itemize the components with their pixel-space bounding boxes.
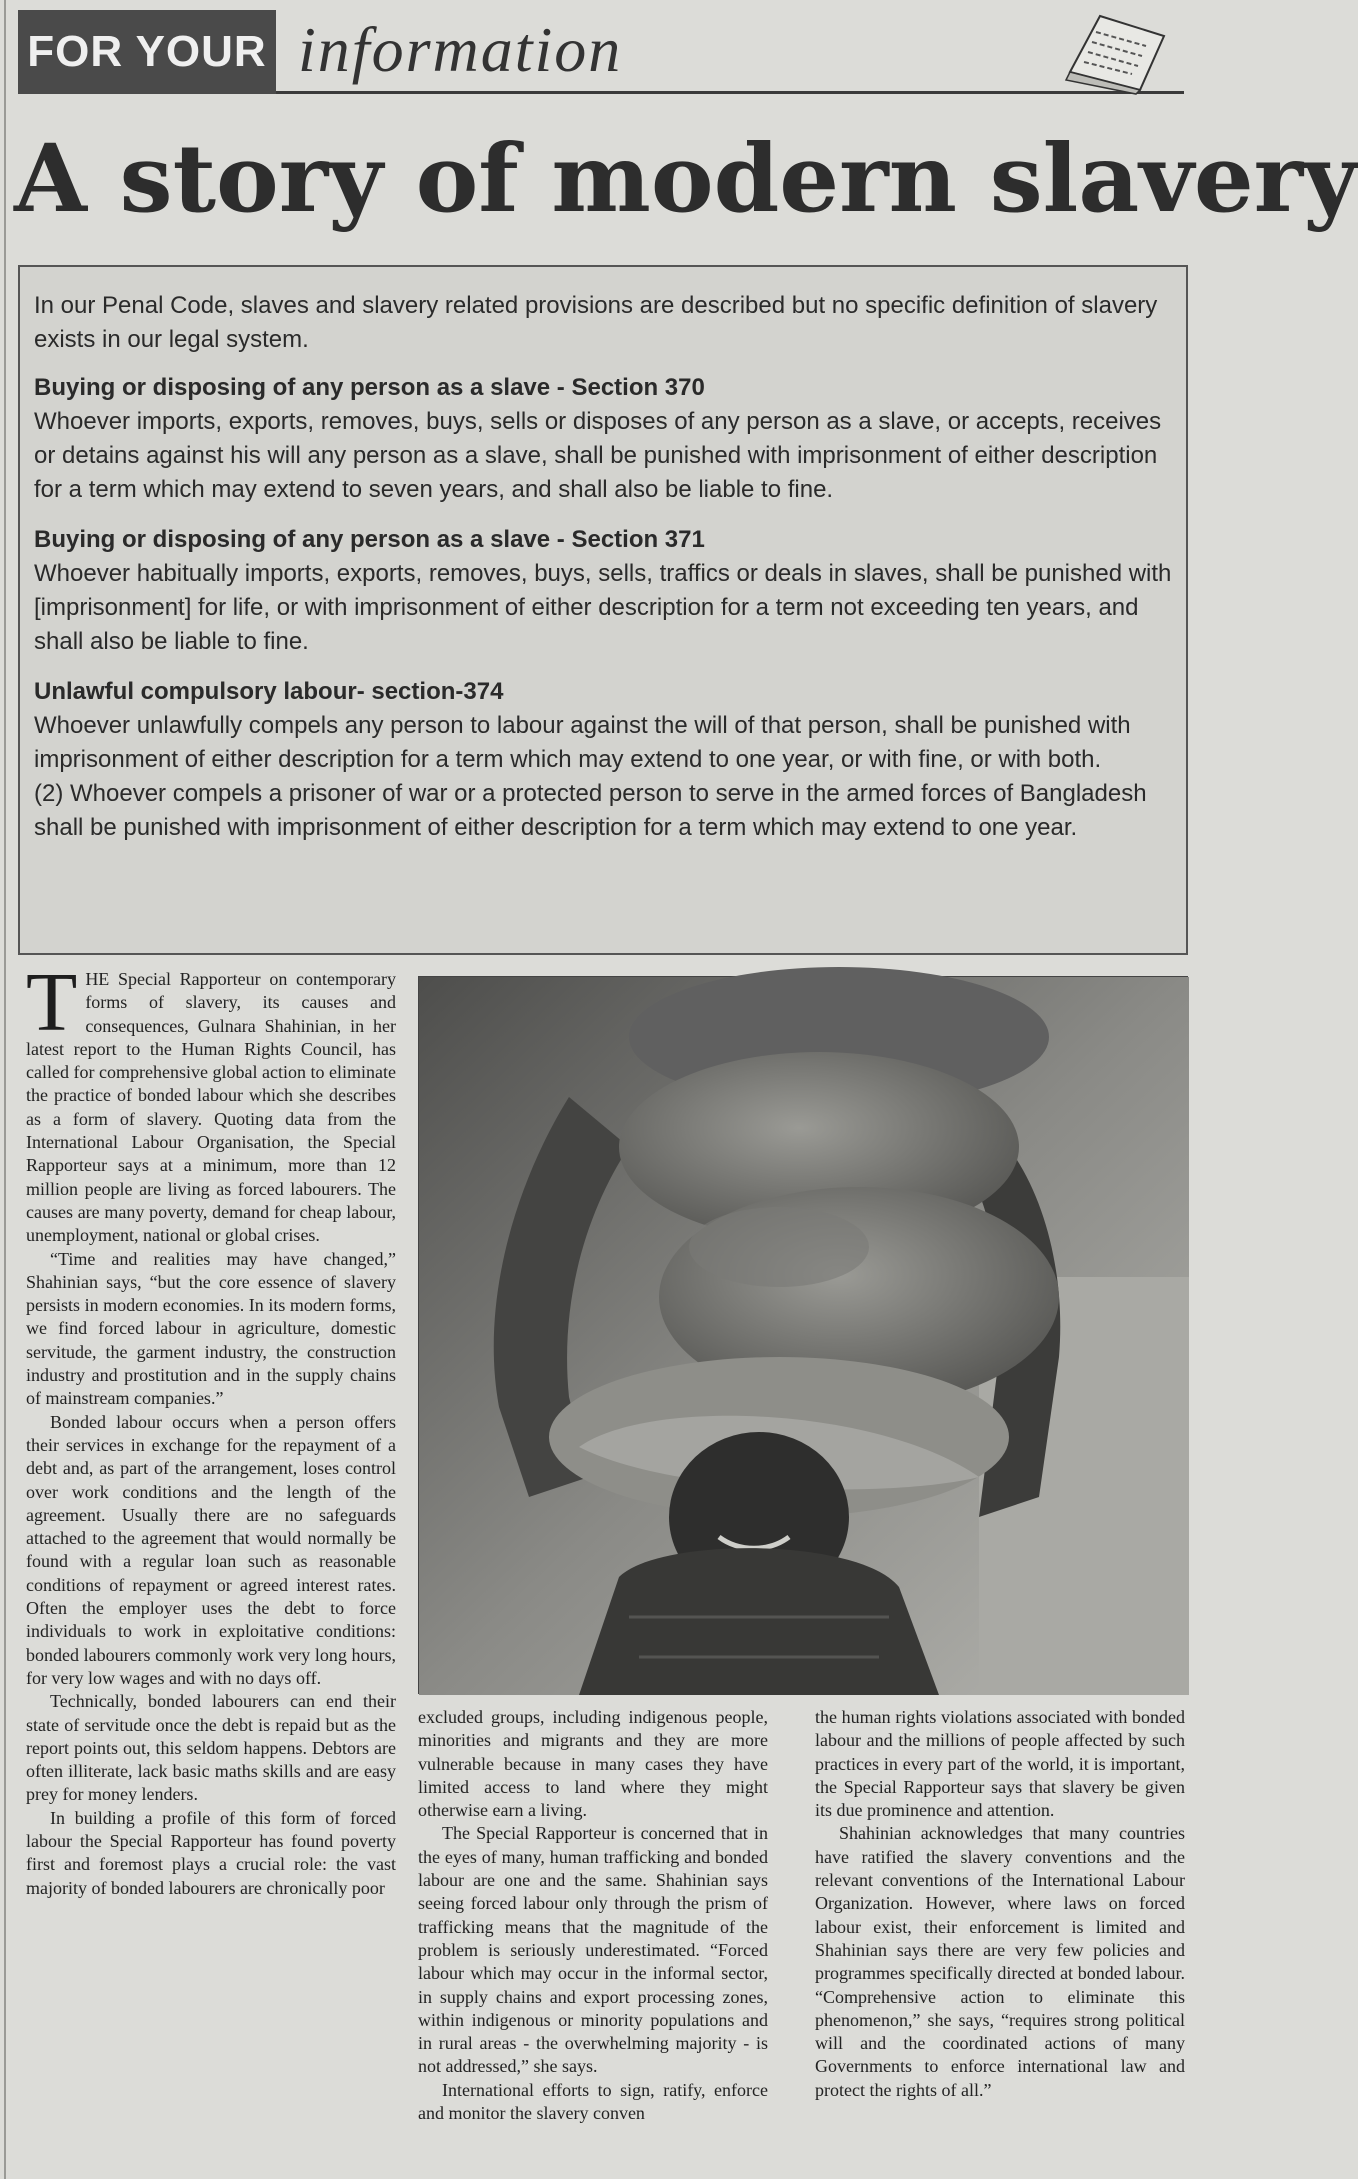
section-text: Whoever imports, exports, removes, buys, sells or disposes of any person as a slave, or accepts, receives or detains against his will any person as a slave, shall be punished with imprisonment of either description for a term which may extend to seven years, and shall also be liable to fine. [34,408,1162,503]
article-paragraph: In building a profile of this form of forced labour the Special Rapporteur has found poverty first and foremost plays a crucial role: the vast majority of bonded labourers are chronically poor [26,1807,396,1898]
article-paragraph: Shahinian acknowledges that many countries have ratified the slavery conventions and the relevant conventions of the International Labour Organization. However, where laws on forced labour exist, their enforcement is limited and Shahinian says there are very few policies and programmes specifically directed at bonded labour. “Comprehensive action to eliminate this phenomenon,” she says, “requires strong political will and the coordinated actions of many Governments to enforce international law and protect the rights of all.” [815,1823,1185,2100]
article-column-3 [815,1706,1185,2179]
article-paragraph: International efforts to sign, ratify, enforce and monitor the slavery conven [418,2079,768,2124]
section-title: Buying or disposing of any person as a slave - Section 370 [34,374,705,401]
article-paragraph: excluded groups, including indigenous people, minorities and migrants and they are more vulnerable because in many cases they have limited access to land where they might otherwise earn a living. [418,1707,768,1821]
section-title: Unlawful compulsory labour- section-374 [34,678,504,705]
section-370 [34,371,1172,507]
section-text: Whoever unlawfully compels any person to labour against the will of that person, shall be punished with imprisonment of either description for a term which may extend to one year, or with fine, or with both. [34,712,1131,773]
article-paragraph: The Special Rapporteur is concerned that in the eyes of many, human trafficking and bonded labour are one and the same. Shahinian says seeing forced labour only through the prism of trafficking means that the magnitude of the problem is seriously underestimated. “Forced labour which may occur in the informal sector, in supply chains and export processing zones, within indigenous or minority populations and in rural areas - the overwhelming majority - is not addressed,” she says. [418,1823,768,2077]
penal-code-intro: In our Penal Code, slaves and slavery related provisions are described but no specific definition of slavery exists in our legal system. [34,292,1158,353]
section-tag-bold: FOR YOUR [18,10,276,94]
article-column-1 [26,956,396,2179]
article-paragraph: Technically, bonded labourers can end their state of servitude once the debt is repaid but as the report points out, this seldom happens. Debtors are often illiterate, lack basic maths skills and are easy prey for money lenders. [26,1691,396,1805]
penal-code-box [18,265,1188,955]
section-header [18,10,1184,94]
article-paragraph-text: HE Special Rapporteur on contemporary forms of slavery, its causes and consequences, Gulnara Shahinian, in her latest report to the Human Rights Council, has called for comprehensive global action to eliminate the practice of bonded labour which she describes as a form of slavery. Quoting data from the International Labour Organisation, the Special Rapporteur says at a minimum, more than 12 million people are living as forced labourers. The causes are many poverty, demand for cheap labour, unemployment, national or global crises. [26,969,396,1246]
headline: A story of modern slavery [14,124,1358,234]
section-title: Buying or disposing of any person as a slave - Section 371 [34,526,705,553]
section-text: Whoever habitually imports, exports, removes, buys, sells, traffics or deals in slaves, shall be punished with [imprisonment] for life, or with imprisonment of either description for a term not exceeding ten years, and shall also be liable to fine. [34,560,1172,655]
section-tag-italic: information [298,14,623,85]
section-371 [34,523,1172,659]
article-paragraph: the human rights violations associated with bonded labour and the millions of people affected by such practices in every part of the world, it is important, the Special Rapporteur says that slavery be given its due prominence and attention. [815,1707,1185,1821]
woman-carrying-rocks-photo [418,976,1188,1694]
paper-sheet-icon [1060,10,1170,94]
article-column-2 [418,1706,768,2179]
section-374 [34,675,1172,845]
article-paragraph [26,956,396,1248]
article-paragraph: “Time and realities may have changed,” Shahinian says, “but the core essence of slavery persists in modern economies. In its modern forms, we find forced labour in agriculture, domestic servitude, the garment industry, the construction industry and prostitution and in the supply chains of mainstream companies.” [26,1248,396,1409]
page-edge-rule [4,0,6,2179]
photo-illustration [419,977,1189,1695]
article-paragraph: Bonded labour occurs when a person offers their services in exchange for the repayment of a debt and, as part of the arrangement, loses control over work conditions and the length of the agreement. Usually there are no safeguards attached to the agreement that would normally be found with a regular loan such as reasonable conditions of repayment or agreed interest rates. Often the employer uses the debt to force individuals to work in exploitative conditions: bonded labourers commonly work very long hours, for very low wages and with no days off. [26,1411,396,1688]
section-text: (2) Whoever compels a prisoner of war or a protected person to serve in the armed forces of Bangladesh shall be punished with imprisonment of either description for a term which may extend to one year. [34,780,1147,841]
drop-cap: T [26,956,78,1049]
